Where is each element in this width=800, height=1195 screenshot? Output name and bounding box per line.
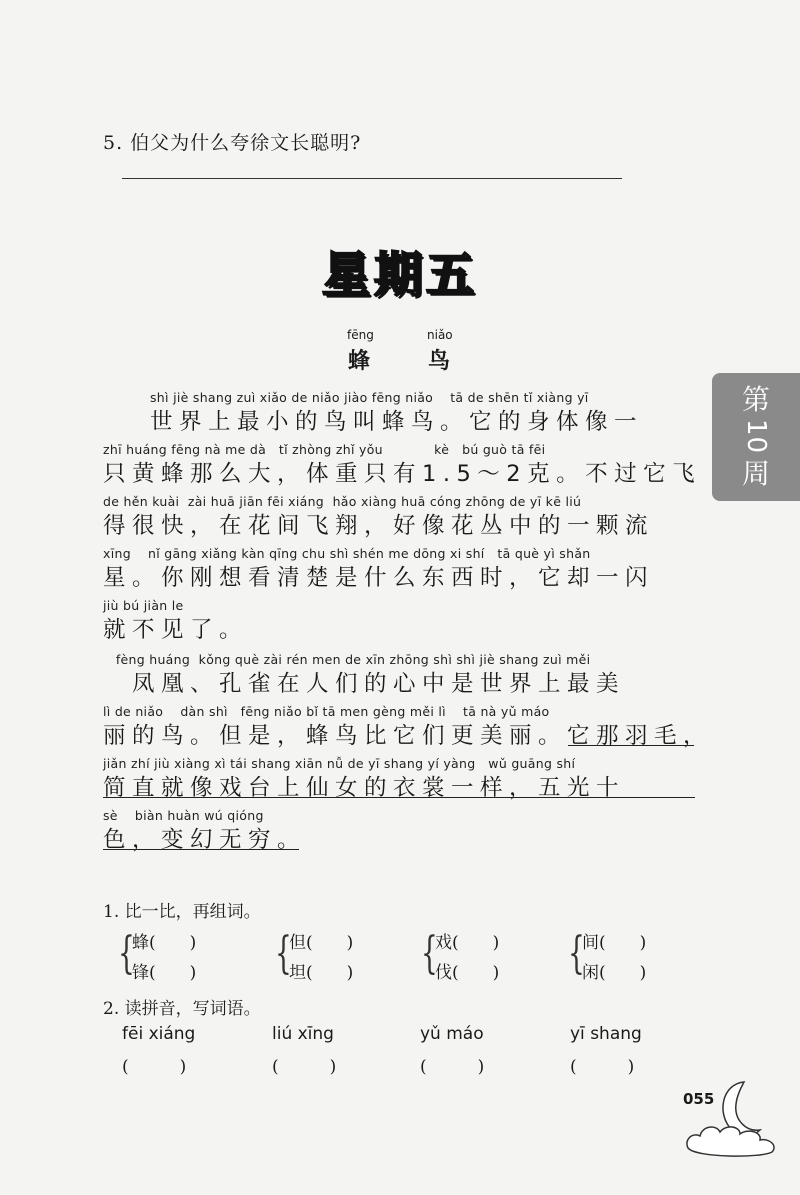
exercise-2-title: 2. 读拼音，写词语。 bbox=[103, 999, 261, 1019]
answer-box[interactable]: ( ) bbox=[570, 1057, 635, 1077]
pinyin-item: liú xīng bbox=[272, 1024, 334, 1044]
pair-word-top[interactable]: 但( ) bbox=[289, 933, 354, 953]
title-pinyin-1: fēng bbox=[347, 328, 374, 342]
line-pinyin: zhī huáng fēng nà me dà tǐ zhòng zhǐ yǒu kè bú guò tā fēi bbox=[103, 442, 546, 457]
pair-word-top[interactable]: 间( ) bbox=[582, 933, 647, 953]
word-pair bbox=[568, 928, 688, 984]
line-hanzi: 简直就像戏台上仙女的衣裳一样，五光十 bbox=[103, 775, 626, 801]
title-hanzi-2: 鸟 bbox=[428, 348, 451, 374]
pair-word-top[interactable]: 蜂( ) bbox=[132, 933, 197, 953]
passage-line-7 bbox=[103, 704, 713, 750]
line-pinyin: shì jiè shang zuì xiǎo de niǎo jiào fēng niǎo tā de shēn tǐ xiàng yī bbox=[150, 390, 589, 405]
passage-title bbox=[0, 328, 800, 378]
pinyin-items bbox=[122, 1024, 682, 1077]
sentence-underline-3 bbox=[103, 849, 299, 850]
passage-line-3 bbox=[103, 494, 703, 540]
answer-box[interactable]: ( ) bbox=[122, 1057, 187, 1077]
answer-box[interactable]: ( ) bbox=[420, 1057, 485, 1077]
line-pinyin: sè biàn huàn wú qióng bbox=[103, 808, 264, 823]
passage-line-9 bbox=[103, 808, 703, 854]
passage-line-1 bbox=[150, 390, 750, 436]
pair-word-top[interactable]: 戏( ) bbox=[435, 933, 500, 953]
line-pinyin: fèng huáng kǒng què zài rén men de xīn zhōng shì shì jiè shang zuì měi bbox=[103, 652, 591, 667]
pair-word-bottom[interactable]: 伐( ) bbox=[435, 963, 500, 983]
word-pairs bbox=[118, 928, 678, 984]
line-hanzi: 星。你刚想看清楚是什么东西时，它却一闪 bbox=[103, 565, 655, 591]
exercise-1-title: 1. 比一比，再组词。 bbox=[103, 902, 261, 922]
moon-cloud-icon bbox=[682, 1070, 782, 1160]
brace-icon: { bbox=[118, 928, 135, 979]
line-hanzi: 世界上最小的鸟叫蜂鸟。它的身体像一 bbox=[150, 409, 644, 435]
week-tab-di: 第 bbox=[741, 383, 770, 417]
pinyin-item: yī shang bbox=[570, 1024, 642, 1044]
line-hanzi: 就不见了。 bbox=[103, 617, 249, 643]
line-hanzi: 凤凰、孔雀在人们的心中是世界上最美 bbox=[103, 671, 626, 697]
sentence-underline-2 bbox=[103, 797, 695, 798]
line-hanzi: 丽的鸟。但是，蜂鸟比它们更美丽。它那羽毛， bbox=[103, 723, 713, 749]
line-hanzi: 色，变幻无穷。 bbox=[103, 827, 307, 853]
line-hanzi: 得很快，在花间飞翔，好像花丛中的一颗流 bbox=[103, 513, 655, 539]
pair-word-bottom[interactable]: 坦( ) bbox=[289, 963, 354, 983]
pinyin-item: fēi xiáng bbox=[122, 1024, 196, 1044]
brace-icon: { bbox=[568, 928, 585, 979]
pair-word-bottom[interactable]: 锋( ) bbox=[132, 963, 197, 983]
line-pinyin: de hěn kuài zài huā jiān fēi xiáng hǎo xiàng huā cóng zhōng de yī kē liú bbox=[103, 494, 582, 509]
title-pinyin-2: niǎo bbox=[427, 328, 453, 342]
passage-line-4 bbox=[103, 546, 703, 592]
brace-icon: { bbox=[421, 928, 438, 979]
question-5: 5. 伯父为什么夸徐文长聪明? bbox=[103, 132, 362, 154]
title-hanzi-1: 蜂 bbox=[348, 348, 371, 374]
passage-line-6 bbox=[103, 652, 703, 698]
week-tab-number: 10 bbox=[741, 419, 771, 455]
week-tab-zhou: 周 bbox=[741, 456, 770, 490]
sentence-underline-1 bbox=[568, 745, 694, 746]
pinyin-item: yǔ máo bbox=[420, 1024, 484, 1044]
word-pair bbox=[275, 928, 395, 984]
word-pair bbox=[118, 928, 238, 984]
line-pinyin: xīng nǐ gāng xiǎng kàn qīng chu shì shén me dōng xi shí tā què yì shǎn bbox=[103, 546, 591, 561]
line-pinyin: lì de niǎo dàn shì fēng niǎo bǐ tā men gèng měi lì tā nà yǔ máo bbox=[103, 704, 550, 719]
passage-line-8 bbox=[103, 756, 703, 802]
answer-box[interactable]: ( ) bbox=[272, 1057, 337, 1077]
passage-line-2 bbox=[103, 442, 703, 488]
pair-word-bottom[interactable]: 闲( ) bbox=[582, 963, 647, 983]
page-number: 055 bbox=[683, 1090, 715, 1108]
passage-line-5 bbox=[103, 598, 703, 644]
word-pair bbox=[421, 928, 541, 984]
day-title: 星期五 bbox=[321, 247, 478, 303]
answer-line[interactable] bbox=[122, 178, 622, 179]
line-pinyin: jiǎn zhí jiù xiàng xì tái shang xiān nǚ de yī shang yí yàng wǔ guāng shí bbox=[103, 756, 576, 771]
line-pinyin: jiù bú jiàn le bbox=[103, 598, 184, 613]
brace-icon: { bbox=[275, 928, 292, 979]
line-hanzi: 只黄蜂那么大，体重只有1.5～2克。不过它飞 bbox=[103, 461, 702, 487]
